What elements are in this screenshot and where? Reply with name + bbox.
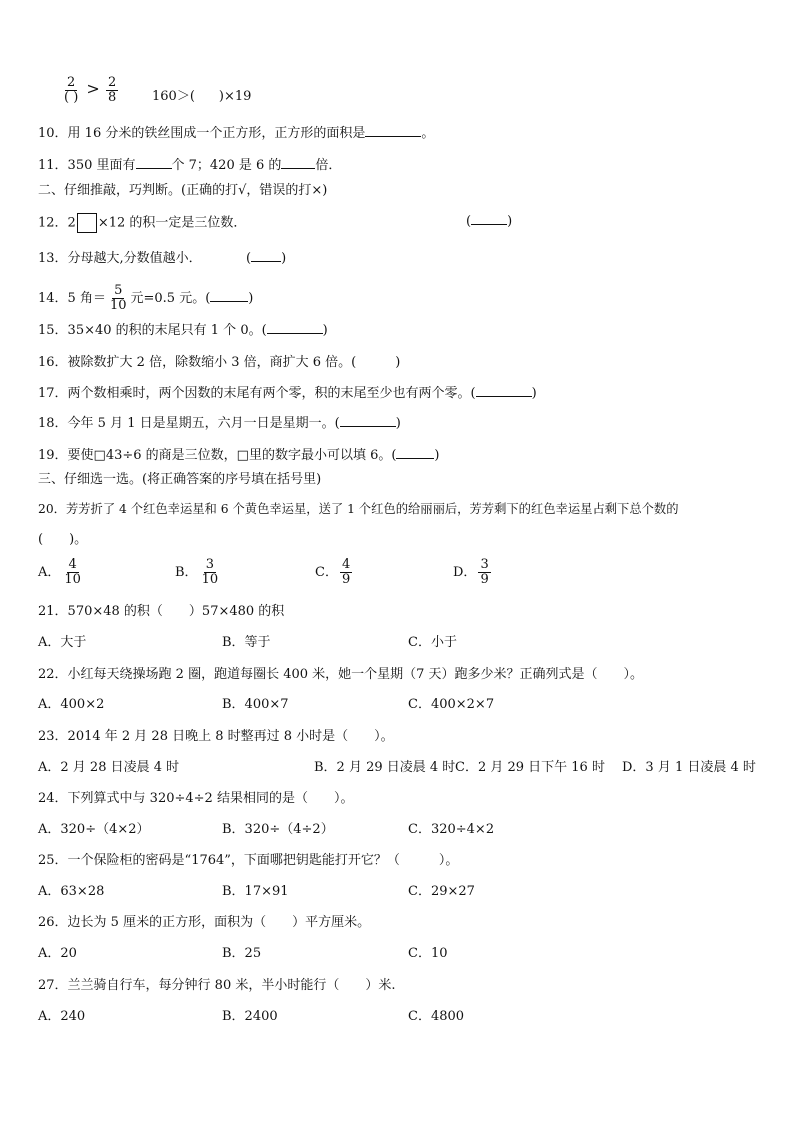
fraction: $\frac{4}{10}$ xyxy=(64,557,81,587)
answer-blank[interactable] xyxy=(365,136,421,137)
option-c[interactable]: C．4800 xyxy=(408,1009,465,1024)
answer-blank[interactable] xyxy=(210,301,248,302)
option-a[interactable]: A． $\frac{4}{10}$ xyxy=(38,557,81,587)
fraction: $\frac{2}{8}$ xyxy=(107,75,117,105)
option-b[interactable]: B．400×7 xyxy=(222,697,289,712)
answer-blank[interactable] xyxy=(251,261,281,262)
option-a[interactable]: A．400×2 xyxy=(38,697,105,712)
option-b[interactable]: B．320÷（4÷2） xyxy=(222,822,334,837)
answer-blank[interactable] xyxy=(136,168,172,169)
option-c[interactable]: C． $\frac{4}{9}$ xyxy=(315,557,351,587)
question-24: 24．下列算式中与 320÷4÷2 结果相同的是（ ）。 xyxy=(38,791,354,806)
question-16: 16．被除数扩大 2 倍，除数缩小 3 倍，商扩大 6 倍。( ) xyxy=(38,355,401,370)
answer-blank[interactable] xyxy=(476,396,532,397)
fraction: $\frac{2}{( )}$ xyxy=(64,75,79,105)
option-a[interactable]: A．20 xyxy=(38,946,77,961)
frac-compare-1 xyxy=(60,76,120,105)
answer-paren: ( ) xyxy=(246,251,287,266)
question-26: 26．边长为 5 厘米的正方形，面积为（ ）平方厘米。 xyxy=(38,915,371,930)
answer-paren: ( ) xyxy=(466,214,513,229)
option-c[interactable]: C．400×2×7 xyxy=(408,697,495,712)
option-b[interactable]: B．等于 xyxy=(222,635,271,650)
option-d[interactable]: D． $\frac{3}{9}$ xyxy=(453,557,489,587)
option-a[interactable]: A．2 月 28 日凌晨 4 时 xyxy=(38,760,180,775)
question-11: 11．350 里面有 个 7；420 是 6 的 倍． xyxy=(38,158,342,173)
option-c[interactable]: C．小于 xyxy=(408,635,457,650)
fraction: $\frac{3}{10}$ xyxy=(201,557,219,587)
option-b[interactable]: B．2400 xyxy=(222,1009,278,1024)
digit-box[interactable] xyxy=(77,213,97,233)
compare-2: 160＞( )×19 xyxy=(152,89,252,104)
fraction: $\frac{4}{9}$ xyxy=(341,557,351,587)
option-b[interactable]: B．17×91 xyxy=(222,884,289,899)
question-22: 22．小红每天绕操场跑 2 圈，跑道每圈长 400 米，她一个星期（7 天）跑多少米？正确列式是（ ）。 xyxy=(38,667,644,682)
option-c[interactable]: C．10 xyxy=(408,946,448,961)
option-c[interactable]: C．320÷4×2 xyxy=(408,822,495,837)
question-17: 17．两个数相乘时，两个因数的末尾有两个零，积的末尾至少也有两个零。( ) xyxy=(38,386,537,401)
question-10: 10．用 16 分米的铁丝围成一个正方形，正方形的面积是 。 xyxy=(38,126,435,141)
question-13: 13．分母越大,分数值越小． xyxy=(38,251,202,266)
question-21: 21．570×48 的积（ ）57×480 的积 xyxy=(38,604,285,619)
answer-blank[interactable] xyxy=(281,168,315,169)
section-2-heading: 二、仔细推敲，巧判断。(正确的打√，错误的打×) xyxy=(38,183,328,198)
fraction: $\frac{3}{9}$ xyxy=(480,557,489,587)
option-d[interactable]: D．3 月 1 日凌晨 4 时 xyxy=(622,760,756,775)
option-a[interactable]: A．240 xyxy=(38,1009,86,1024)
answer-blank[interactable] xyxy=(340,426,396,427)
question-15: 15．35×40 的积的末尾只有 1 个 0。( ) xyxy=(38,323,328,338)
question-12: 12．2 ×12 的积一定是三位数． xyxy=(38,213,246,233)
option-b[interactable]: B． $\frac{3}{10}$ xyxy=(175,557,219,587)
question-20: 20．芳芳折了 4 个红色幸运星和 6 个黄色幸运星，送了 1 个红色的给丽丽后，芳芳剩下的红色幸运星占剩下总个数的 xyxy=(38,502,679,516)
question-27: 27．兰兰骑自行车，每分钟行 80 米，半小时能行（ ）米. xyxy=(38,978,396,993)
answer-blank[interactable] xyxy=(267,333,323,334)
option-a[interactable]: A．63×28 xyxy=(38,884,105,899)
answer-blank[interactable] xyxy=(396,458,434,459)
greater-than: > xyxy=(86,79,100,98)
option-a[interactable]: A．大于 xyxy=(38,635,87,650)
question-19: 19．要使□43÷6 的商是三位数，□里的数字最小可以填 6。( ) xyxy=(38,448,440,463)
question-20-cont: ( )。 xyxy=(38,532,88,547)
option-a[interactable]: A．320÷（4×2） xyxy=(38,822,150,837)
option-b[interactable]: B．2 月 29 日凌晨 4 时 xyxy=(314,760,456,775)
section-3-heading: 三、仔细选一选。(将正确答案的序号填在括号里) xyxy=(38,472,322,487)
fraction: $\frac{5}{10}$ xyxy=(109,283,127,313)
answer-blank[interactable] xyxy=(471,224,507,225)
option-c[interactable]: C．2 月 29 日下午 16 时 xyxy=(455,760,605,775)
question-14: 14．5 角＝ $\frac{5}{10}$ 元=0.5 元。( ) xyxy=(38,283,254,313)
option-b[interactable]: B．25 xyxy=(222,946,262,961)
question-25: 25．一个保险柜的密码是“1764”，下面哪把钥匙能打开它？（ ）。 xyxy=(38,853,459,868)
question-23: 23．2014 年 2 月 28 日晚上 8 时整再过 8 小时是（ ）。 xyxy=(38,729,394,744)
question-18: 18．今年 5 月 1 日是星期五，六月一日是星期一。( ) xyxy=(38,416,401,431)
option-c[interactable]: C．29×27 xyxy=(408,884,475,899)
